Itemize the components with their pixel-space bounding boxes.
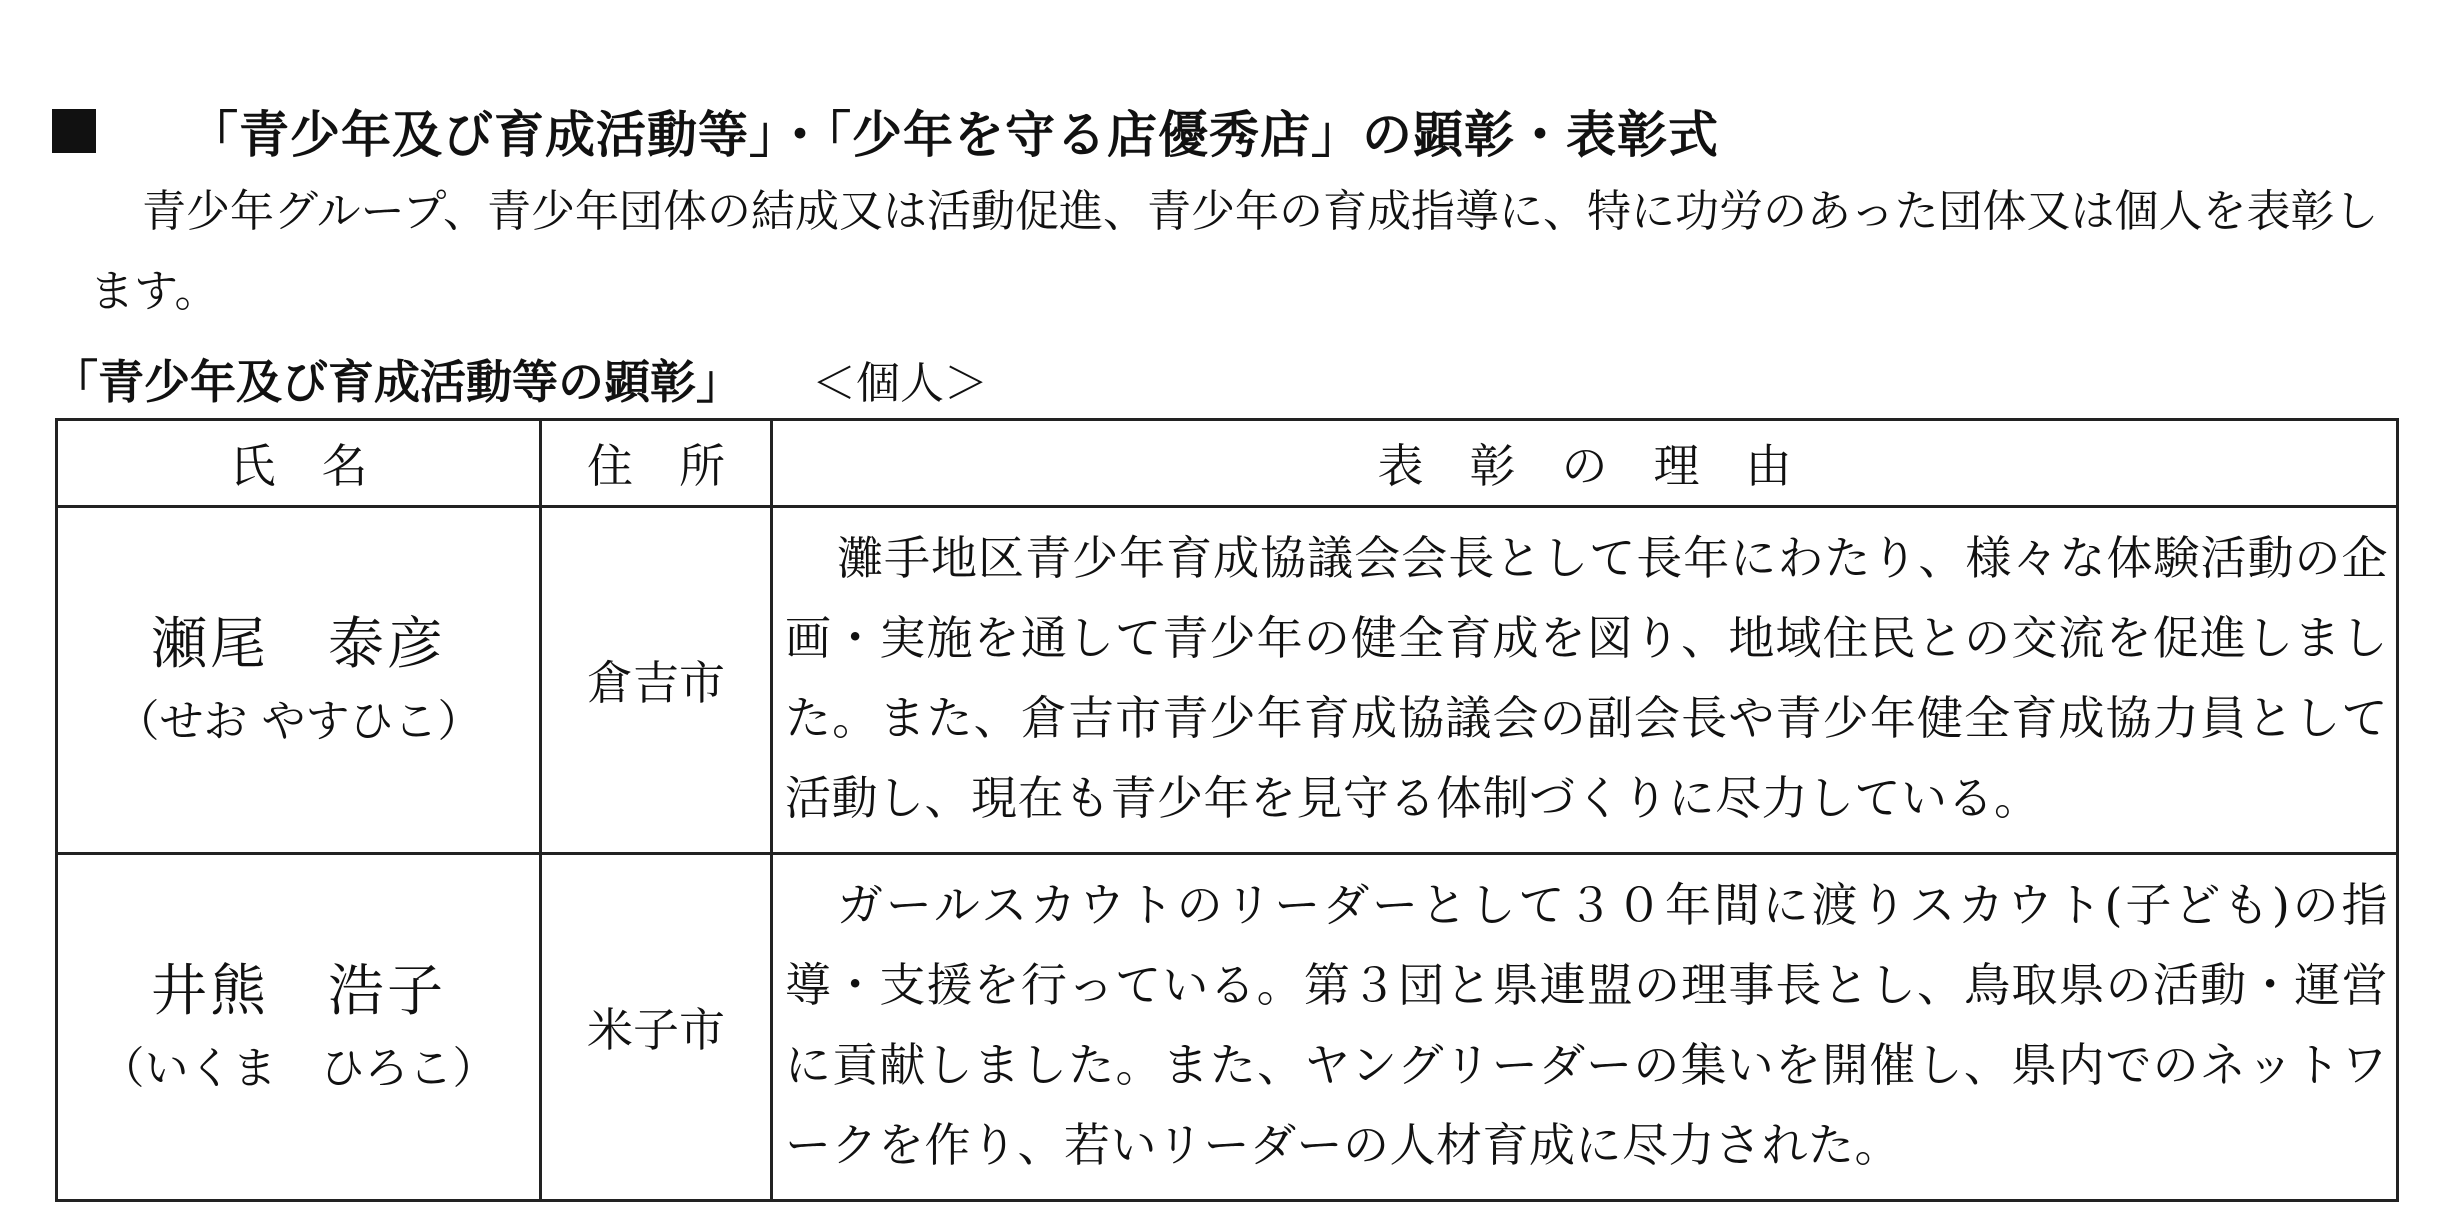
recipient-name: 井熊 浩子 [151,959,446,1024]
section-title: 「青少年及び育成活動等の顕彰」 [52,355,742,409]
recipient-cell [57,854,541,1201]
header-reason: 表 彰 の 理 由 [772,420,2398,507]
table-header-row [57,420,2398,507]
recipient-address: 倉吉市 [541,507,772,854]
heading-title: 「青少年及び育成活動等」・「少年を守る店優秀店」の顕彰・表彰式 [188,106,1719,164]
section-header [52,344,988,414]
square-bullet-icon [52,109,96,153]
awards-table [55,418,2399,1202]
page-heading [52,96,1719,166]
header-address: 住 所 [541,420,772,507]
recipient-name: 瀬尾 泰彦 [151,612,446,677]
table-row [57,507,2398,854]
recipient-address: 米子市 [541,854,772,1201]
recipient-reading: （せお やすひこ） [115,696,482,747]
recipient-reading: （いくま ひろこ） [100,1043,497,1094]
section-category: ＜個人＞ [812,358,988,409]
table-row [57,854,2398,1201]
recipient-cell [57,507,541,854]
award-reason: 灘手地区青少年育成協議会会長として長年にわたり、様々な体験活動の企画・実施を通して青少年の健全育成を図り、地域住民との交流を促進しました。また、倉吉市青少年育成協議会の副会長や青少年健全育成協力員として活動し、現在も青少年を見守る体制づくりに尽力している。 [772,507,2398,854]
header-name: 氏 名 [57,420,541,507]
award-reason: ガールスカウトのリーダーとして３０年間に渡りスカウト(子ども)の指導・支援を行っている。第３団と県連盟の理事長とし、鳥取県の活動・運営に貢献しました。また、ヤングリーダーの集いを開催し、県内でのネットワークを作り、若いリーダーの人材育成に尽力された。 [772,854,2398,1201]
intro-paragraph: 青少年グループ、青少年団体の結成又は活動促進、青少年の育成指導に、特に功労のあった団体又は個人を表彰します。 [90,186,2379,317]
